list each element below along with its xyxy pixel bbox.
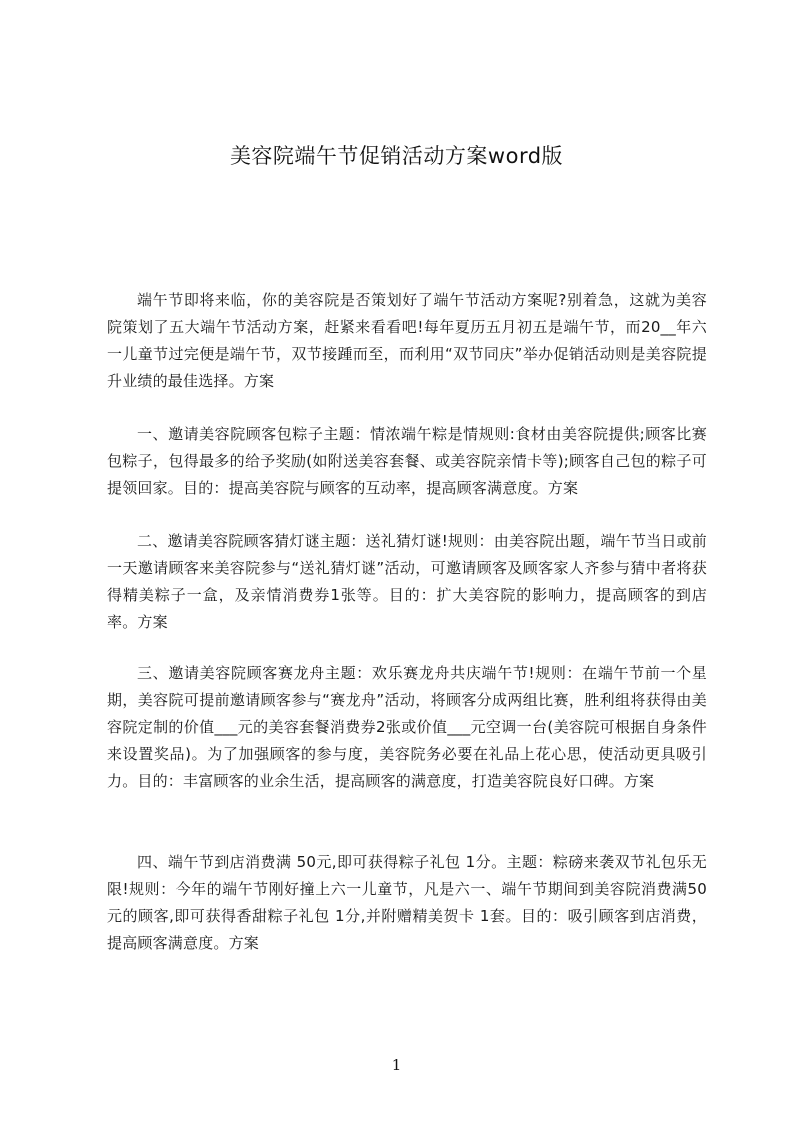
page-number: 1 (391, 1056, 402, 1074)
paragraph-activity-2: 二、邀请美容院顾客猜灯谜主题：送礼猜灯谜!规则：由美容院出题，端午节当日或前一天邀请顾客来美容院参与“送礼猜灯谜”活动，可邀请顾客及顾客家人齐参与猜中者将获得精美粽子一盒，及亲情消费券1张等。目的：扩大美容院的影响力，提高顾客的到店率。方案 (107, 532, 707, 631)
paragraph-activity-3: 三、邀请美容院顾客赛龙舟主题：欢乐赛龙舟共庆端午节!规则：在端午节前一个星期，美容院可提前邀请顾客参与“赛龙舟”活动，将顾客分成两组比赛，胜利组将获得由美容院定制的价值___元的美容套餐消费券2张或价值___元空调一台(美容院可根据自身条件来设置奖品)。为了加强顾客的参与度，美容院务必要在礼品上花心思，使活动更具吸引力。目的：丰富顾客的业余生活，提高顾客的满意度，打造美容院良好口碑。方案 (107, 664, 707, 790)
paragraph-activity-1: 一、邀请美容院顾客包粽子主题：情浓端午粽是情规则:食材由美容院提供;顾客比赛包粽子，包得最多的给予奖励(如附送美容套餐、或美容院亲情卡等);顾客自己包的粽子可提领回家。目的：提高美容院与顾客的互动率，提高顾客满意度。方案 (107, 425, 707, 497)
paragraph-activity-4: 四、端午节到店消费满 50元,即可获得粽子礼包 1分。主题：粽磅来袭双节礼包乐无限!规则：今年的端午节刚好撞上六一儿童节，凡是六一、端午节期间到美容院消费满50元的顾客,即可获得香甜粽子礼包 1分,并附赠精美贺卡 1套。目的：吸引顾客到店消费，提高顾客满意度。方案 (107, 853, 707, 952)
paragraph-intro: 端午节即将来临，你的美容院是否策划好了端午节活动方案呢?别着急，这就为美容院策划了五大端午节活动方案，赶紧来看看吧!每年夏历五月初五是端午节，而20__年六一儿童节过完便是端午节，双节接踵而至，而利用“双节同庆”举办促销活动则是美容院提升业绩的最佳选择。方案 (107, 291, 707, 390)
document-title: 美容院端午节促销活动方案word版 (229, 144, 564, 168)
